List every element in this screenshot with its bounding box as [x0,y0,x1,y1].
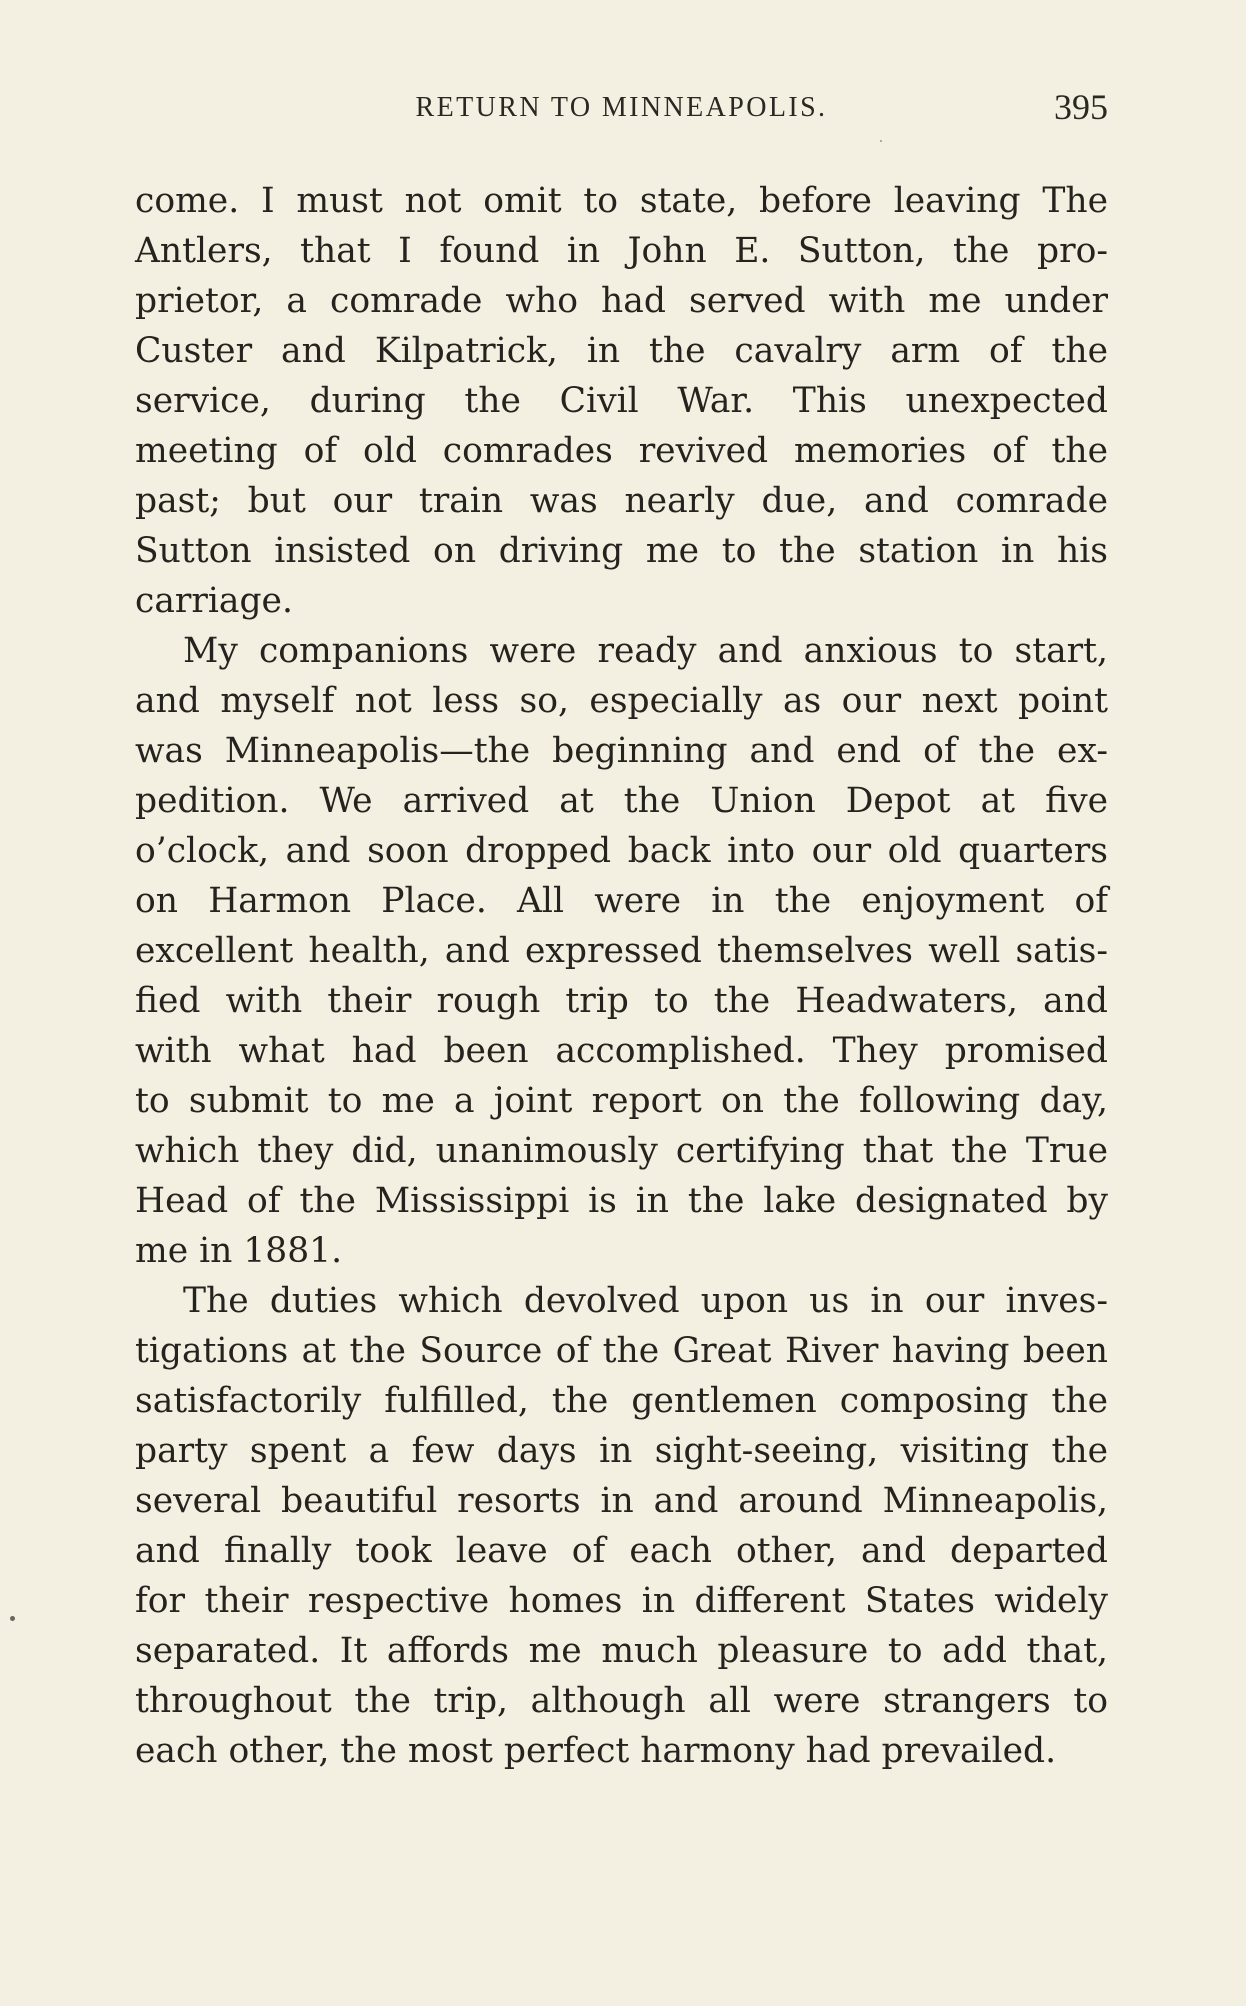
text-line: The duties which devolved upon us in our inves- [183,1281,1108,1321]
text-line: for their respective homes in different States widely [135,1581,1108,1621]
text-line: fied with their rough trip to the Headwaters, and [135,981,1108,1021]
text-line: service, during the Civil War. This unexpected [135,381,1108,421]
text-line: each other, the most perfect harmony had prevailed. [135,1731,1057,1771]
text-line: o’clock, and soon dropped back into our old quarters [135,831,1108,871]
text-line: Sutton insisted on driving me to the station in his [135,531,1108,571]
text-line: carriage. [135,581,293,621]
text-line: excellent health, and expressed themselves well satis- [135,931,1108,971]
text-line: separated. It affords me much pleasure to add that, [135,1631,1108,1671]
text-line: with what had been accomplished. They promised [135,1031,1108,1071]
text-line: Head of the Mississippi is in the lake designated by [135,1181,1108,1221]
text-line: tigations at the Source of the Great River having been [135,1331,1108,1371]
stray-mark [880,140,882,142]
text-line: on Harmon Place. All were in the enjoyment of [135,881,1108,921]
text-line: me in 1881. [135,1231,343,1271]
paragraph [135,1276,1108,1776]
text-line: to submit to me a joint report on the following day, [135,1081,1108,1121]
running-head [135,86,1108,134]
text-line: several beautiful resorts in and around Minneapolis, [135,1481,1108,1521]
text-line: and myself not less so, especially as our next point [135,681,1108,721]
paragraph [135,176,1108,626]
text-line: was Minneapolis—the beginning and end of the ex- [135,731,1108,771]
text-line: Custer and Kilpatrick, in the cavalry arm of the [135,331,1108,371]
paragraph [135,626,1108,1276]
text-line: satisfactorily fulfilled, the gentlemen composing the [135,1381,1108,1421]
body-text [135,176,1108,1776]
text-line: pedition. We arrived at the Union Depot at five [135,781,1108,821]
margin-dot [10,1616,15,1621]
page-number: 395 [1054,87,1108,127]
text-line: prietor, a comrade who had served with me under [135,281,1108,321]
text-line: past; but our train was nearly due, and comrade [135,481,1108,521]
text-line: and finally took leave of each other, and departed [135,1531,1108,1571]
text-line: meeting of old comrades revived memories of the [135,431,1108,471]
text-line: which they did, unanimously certifying that the True [135,1131,1108,1171]
running-title: RETURN TO MINNEAPOLIS. [415,92,828,123]
text-line: come. I must not omit to state, before leaving The [135,181,1108,221]
text-line: Antlers, that I found in John E. Sutton, the pro- [135,231,1108,271]
text-line: throughout the trip, although all were strangers to [135,1681,1108,1721]
text-line: party spent a few days in sight-seeing, visiting the [135,1431,1108,1471]
text-line: My companions were ready and anxious to start, [183,631,1108,671]
